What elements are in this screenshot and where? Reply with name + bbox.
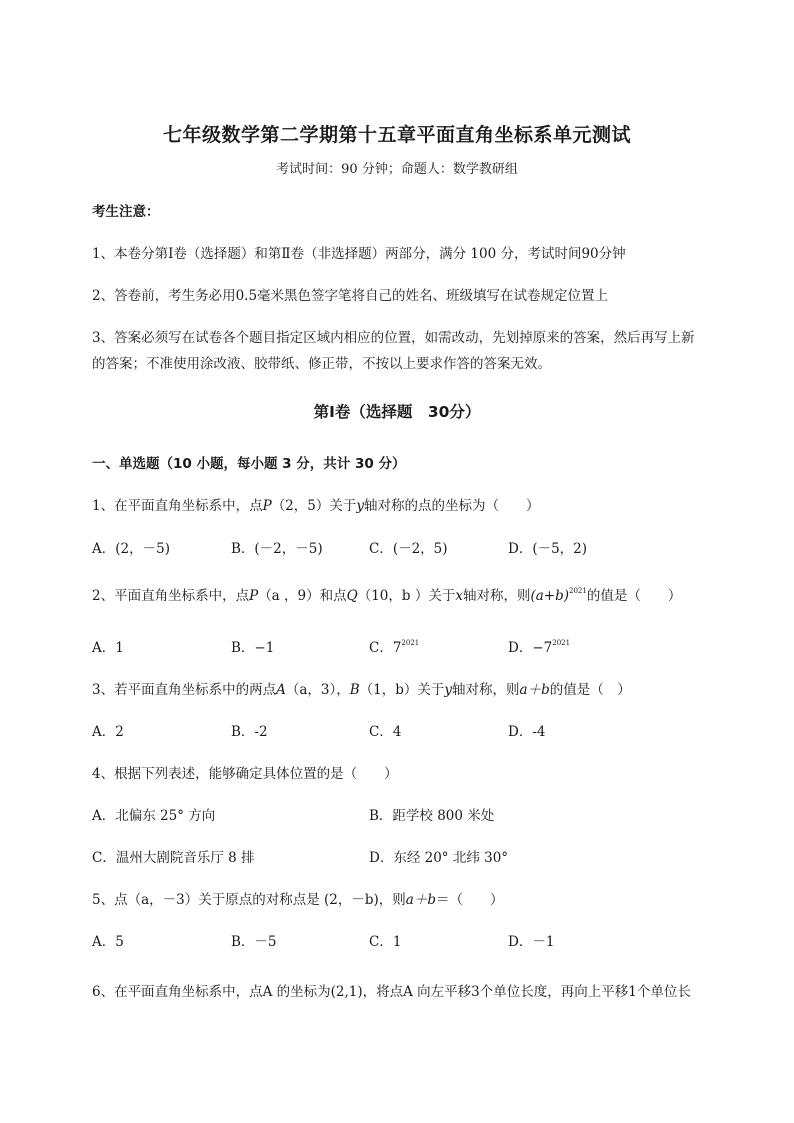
question-4: 4、根据下列表述，能够确定具体位置的是（ ） — [92, 766, 398, 782]
q4-option-b: B．距学校 800 米处 — [369, 808, 495, 824]
q2-option-d-exp: 2021 — [552, 639, 571, 647]
q2-axis: x — [455, 588, 463, 604]
notice-heading: 考生注意： — [92, 204, 160, 220]
q1-suffix: 轴对称的点的坐标为（ ） — [364, 498, 540, 514]
q1-coords: （2，5） — [271, 498, 330, 514]
notice-item-2: 2、答卷前，考生务必用0.5毫米黑色签字笔将自己的姓名、班级填写在试卷规定位置上 — [92, 288, 609, 304]
q1-option-d: D．(－5，2) — [508, 541, 588, 557]
q3-suffix: 的值是（ ） — [549, 682, 631, 698]
q2-point-q: Q — [346, 588, 358, 604]
q1-option-b: B．(－2，－5) — [231, 541, 323, 557]
q2-option-c-base: C．7 — [369, 640, 402, 656]
q3-option-c: C．4 — [369, 724, 402, 740]
q2-option-d-base: D．−7 — [508, 640, 553, 656]
question-6: 6、在平面直角坐标系中，点A 的坐标为(2,1)，将点A 向左平移3个单位长度，再向上平移1个单位长 — [92, 984, 691, 1000]
part-heading: 一、单选题（10 小题，每小题 3 分，共计 30 分） — [92, 456, 406, 472]
section-title: 第Ⅰ卷（选择题 30分） — [313, 403, 481, 421]
q4-option-d: D．东经 20° 北纬 30° — [369, 850, 509, 866]
exam-subtitle: 考试时间：90 分钟；命题人：数学教研组 — [276, 162, 518, 177]
q3-point-b: B — [349, 682, 360, 698]
q2-suffix: 的值是（ ） — [586, 588, 682, 604]
q3-mid: 轴对称，则 — [452, 682, 520, 698]
q3-a-coords: （a，3）， — [285, 682, 350, 698]
q1-point: P — [262, 498, 272, 514]
q5-option-c: C．1 — [369, 934, 402, 950]
q5-option-a: A．5 — [92, 934, 124, 950]
q2-point-p: P — [249, 588, 259, 604]
q2-mid: 轴对称，则 — [462, 588, 531, 604]
q2-q-coords: （10，b ） — [357, 588, 429, 604]
q5-prefix: 5、点（a，－3）关于原点的对称点是 (2，－b)，则 — [92, 892, 406, 908]
q1-axis: y — [356, 498, 365, 514]
q1-option-c: C．(－2，5) — [369, 541, 448, 557]
q5-expression: a＋b — [405, 892, 436, 908]
q2-prefix: 2、平面直角坐标系中，点 — [92, 588, 250, 604]
page-title: 七年级数学第二学期第十五章平面直角坐标系单元测试 — [162, 124, 631, 146]
q3-expression: a＋b — [519, 682, 550, 698]
notice-item-1: 1、本卷分第Ⅰ卷（选择题）和第Ⅱ卷（非选择题）两部分，满分 100 分，考试时间90分钟 — [92, 246, 626, 262]
q2-option-c — [369, 636, 419, 656]
notice-item-3: 3、答案必须写在试卷各个题目指定区域内相应的位置，如需改动，先划掉原来的答案，然后再写上新 — [92, 330, 695, 346]
q2-option-c-exp: 2021 — [401, 639, 420, 647]
q4-option-c: C．温州大剧院音乐厅 8 排 — [92, 850, 255, 866]
q1-option-a: A．(2，－5) — [92, 541, 170, 557]
q5-option-b: B．－5 — [231, 934, 277, 950]
q3-option-b: B．-2 — [231, 724, 268, 740]
q2-and: 和点 — [319, 588, 347, 604]
question-1 — [92, 494, 540, 514]
q2-option-d — [508, 636, 570, 656]
q5-option-d: D．－1 — [508, 934, 555, 950]
q1-mid: 关于 — [329, 498, 357, 514]
q2-option-b: B．−1 — [231, 640, 275, 656]
q2-expression: (a+b) — [530, 588, 569, 604]
q2-p-coords: （a ，9） — [258, 588, 320, 604]
question-5 — [92, 888, 504, 908]
q3-text: 3、若平面直角坐标系中的两点 — [92, 682, 277, 698]
q4-option-a: A．北偏东 25° 方向 — [92, 808, 216, 824]
q3-option-a: A．2 — [92, 724, 124, 740]
q1-prefix: 1、在平面直角坐标系中，点 — [92, 498, 263, 514]
q3-point-a: A — [276, 682, 286, 698]
q2-exponent: 2021 — [569, 587, 587, 595]
question-3 — [92, 678, 631, 698]
q5-suffix: ＝（ ） — [436, 892, 504, 908]
q2-about: 关于 — [428, 588, 456, 604]
q3-option-d: D．-4 — [508, 724, 546, 740]
notice-item-3-cont: 的答案；不准使用涂改液、胶带纸、修正带，不按以上要求作答的答案无效。 — [92, 356, 551, 372]
q3-b-coords: （1，b）关于 — [359, 682, 445, 698]
question-2 — [92, 584, 681, 604]
q2-option-a: A．1 — [92, 640, 124, 656]
q3-axis: y — [444, 682, 453, 698]
